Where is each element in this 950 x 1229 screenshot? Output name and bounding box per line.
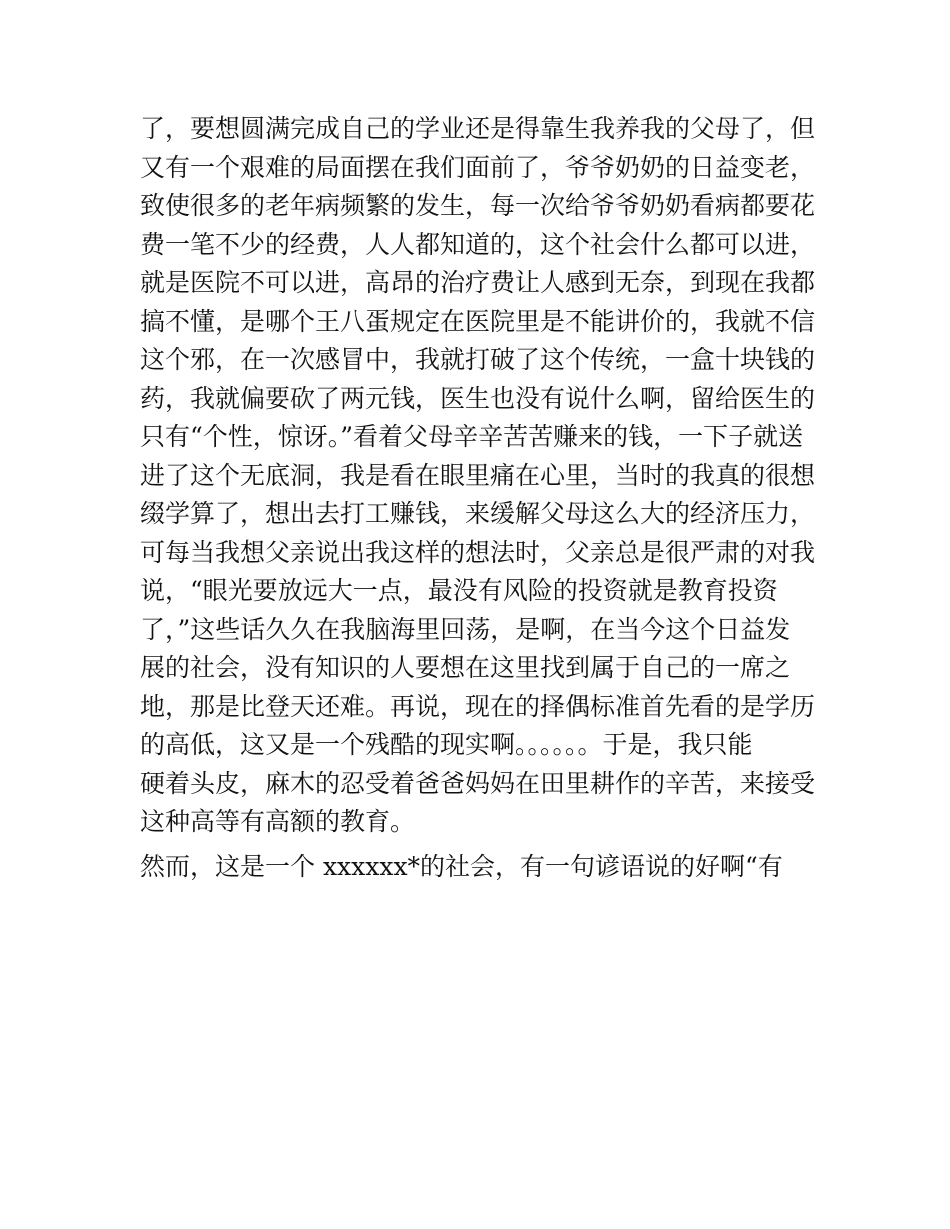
text-line: 说，“眼光要放远大一点，最没有风险的投资就是教育投资 (140, 576, 778, 605)
body-text (140, 110, 820, 886)
text-line: 只有“个性，惊讶。”看着父母辛辛苦苦赚来的钱，一下子就送 (140, 422, 804, 451)
text-line: 费一笔不少的经费，人人都知道的，这个社会什么都可以进， (140, 229, 816, 259)
text-line: 地，那是比登天还难。再说，现在的择偶标准首先看的是学历 (140, 691, 816, 721)
text-line: 可每当我想父亲说出我这样的想法时，父亲总是很严肃的对我 (140, 537, 816, 567)
text-line: 了，”这些话久久在我脑海里回荡，是啊，在当今这个日益发 (140, 614, 791, 644)
text-line: 这个邪，在一次感冒中，我就打破了这个传统，一盒十块钱的 (140, 345, 816, 374)
text-line: 又有一个艰难的局面摆在我们面前了，爷爷奶奶的日益变老， (140, 152, 816, 182)
text-line: 了，要想圆满完成自己的学业还是得靠生我养我的父母了，但 (140, 114, 816, 143)
text-line: 的高低，这又是一个残酷的现实啊。。。。。。于是，我只能 (140, 730, 753, 759)
text-line: 硬着头皮，麻木的忍受着爸爸妈妈在田里耕作的辛苦，来接受 (140, 768, 816, 798)
text-line: 搞不懂，是哪个王八蛋规定在医院里是不能讲价的，我就不信 (140, 306, 816, 336)
text-line: 药，我就偏要砍了两元钱，医生也没有说什么啊，留给医生的 (140, 383, 816, 413)
text-line: 缀学算了，想出去打工赚钱，来缓解父母这么大的经济压力， (140, 499, 816, 528)
text-line: 致使很多的老年病频繁的发生，每一次给爷爷奶奶看病都要花 (140, 191, 816, 220)
text-line: 就是医院不可以进，高昂的治疗费让人感到无奈，到现在我都 (140, 268, 816, 297)
text-line: 然而，这是一个 xxxxxx*的社会，有一句谚语说的好啊“有 (140, 851, 783, 881)
paragraph-1 (140, 110, 820, 842)
text-line: 展的社会，没有知识的人要想在这里找到属于自己的一席之 (140, 653, 791, 682)
text-line: 这种高等有高额的教育。 (140, 807, 416, 836)
text-line: 进了这个无底洞，我是看在眼里痛在心里，当时的我真的很想 (140, 460, 816, 490)
paragraph-2 (140, 848, 820, 887)
